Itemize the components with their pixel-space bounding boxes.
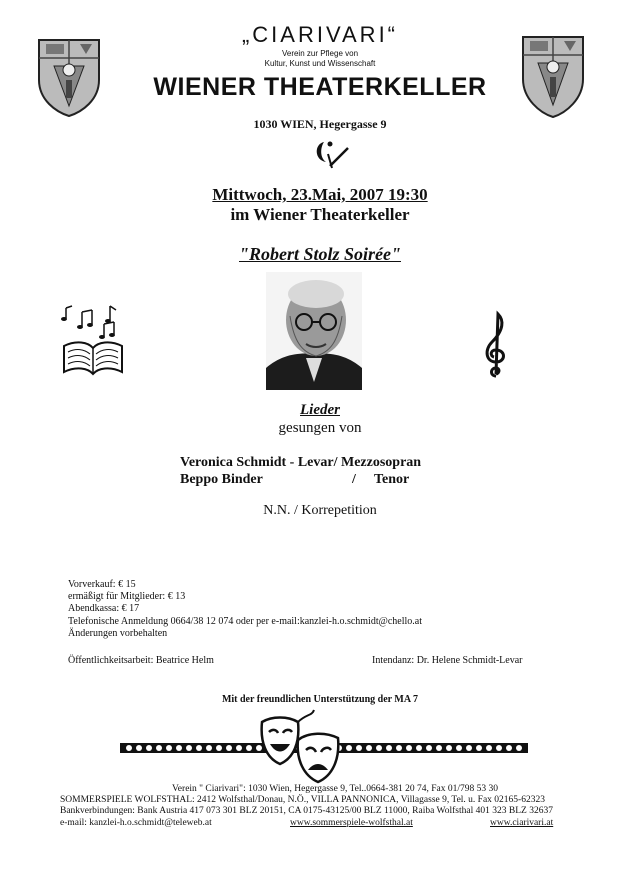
sung-by-label: gesungen von <box>278 420 362 436</box>
event-date: Mittwoch, 23.Mai, 2007 19:30 <box>212 185 428 204</box>
treble-clef-icon <box>482 310 510 382</box>
venue-title: WIENER THEATERKELLER <box>153 73 487 101</box>
accompaniment: N.N. / Korrepetition <box>263 503 377 518</box>
performer-2: Beppo Binder <box>180 472 263 487</box>
public-relations: Öffentlichkeitsarbeit: Beatrice Helm <box>68 655 214 666</box>
genre-label: Lieder <box>300 402 340 418</box>
footer-link-sommerspiele[interactable]: www.sommerspiele-wolfsthal.at <box>290 818 413 828</box>
performer-1: Veronica Schmidt - Levar/ Mezzosopran <box>180 455 422 470</box>
footer-email: e-mail: kanzlei-h.o.schmidt@teleweb.at <box>60 818 212 828</box>
changes-note: Änderungen vorbehalten <box>68 628 168 639</box>
footer-link-ciarivari[interactable]: www.ciarivari.at <box>490 818 554 828</box>
sponsor-note: Mit der freundlichen Unterstützung der MA 7 <box>221 694 419 705</box>
intendant: Intendanz: Dr. Helene Schmidt-Levar <box>372 655 523 666</box>
footer-association: Verein " Ciarivari": 1030 Wien, Hegergasse 9, Tel..0664-381 20 74, Fax 01/798 53 30 <box>172 784 498 794</box>
club-name: „CIARIVARI“ <box>241 22 399 47</box>
theatre-logo-icon <box>310 138 352 170</box>
performer-2-separator: / <box>352 472 356 487</box>
event-title: "Robert Stolz Soirée" <box>239 244 401 264</box>
footer-bank-details: Bankverbindungen: Bank Austria 417 073 301 BLZ 20151, CA 0175-43125/00 BLZ 11000, Raiba Wolfsthal 401 323 BLZ 32637 <box>60 806 553 816</box>
box-office-price: Abendkassa: € 17 <box>68 603 140 614</box>
club-subtitle: Kultur, Kunst und Wissenschaft <box>264 59 376 68</box>
member-price: ermäßigt für Mitglieder: € 13 <box>68 591 186 602</box>
performer-2-role: Tenor <box>374 472 410 487</box>
presale-price: Vorverkauf: € 15 <box>68 579 136 590</box>
theatre-masks-icon <box>254 708 346 788</box>
portrait-photo <box>266 272 362 390</box>
event-location: im Wiener Theaterkeller <box>230 205 410 224</box>
footer-summer-festival: SOMMERSPIELE WOLFSTHAL: 2412 Wolfsthal/Donau, N.Ö., VILLA PANNONICA, Villagasse 9, Tel. u. Fax 02165-62323 <box>60 795 545 805</box>
club-subtitle: Verein zur Pflege von <box>281 49 359 58</box>
music-book-icon <box>58 302 128 378</box>
registration-info: Telefonische Anmeldung 0664/38 12 074 oder per e-mail:kanzlei-h.o.schmidt@chello.at <box>68 616 422 627</box>
venue-address: 1030 WIEN, Hegergasse 9 <box>253 117 387 131</box>
